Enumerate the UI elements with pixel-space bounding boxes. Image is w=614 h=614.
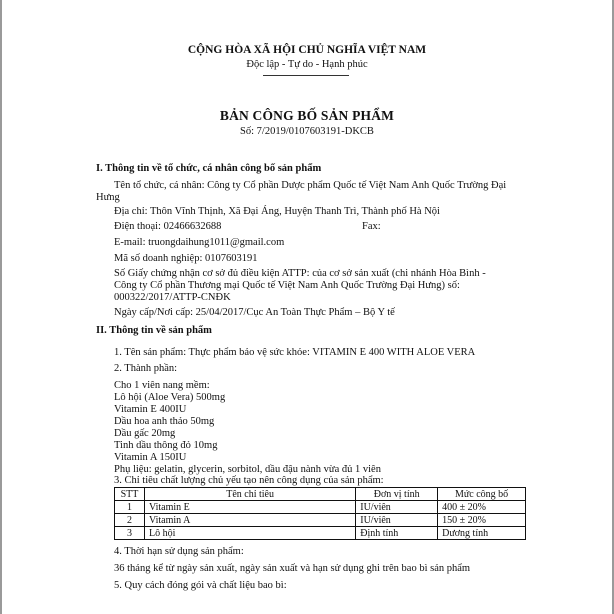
column-header-level: Mức công bố xyxy=(438,488,526,501)
quality-table xyxy=(114,487,526,540)
certificate-line3: 000322/2017/ATTP-CNĐK xyxy=(114,292,231,303)
cell-unit: Định tính xyxy=(356,527,438,540)
national-title: CỘNG HÒA XÃ HỘI CHỦ NGHĨA VIỆT NAM xyxy=(187,44,427,56)
table-row xyxy=(115,514,526,527)
column-header-unit: Đơn vị tính xyxy=(356,488,438,501)
ingredient-line: Vitamin A 150IU xyxy=(114,452,187,463)
quality-heading: 3. Chỉ tiêu chất lượng chủ yếu tạo nên công dụng của sản phẩm: xyxy=(114,475,384,486)
cell-name: Vitamin E xyxy=(144,501,355,514)
organization-address: Địa chỉ: Thôn Vĩnh Thịnh, Xã Đại Áng, Huyện Thanh Trì, Thành phố Hà Nội xyxy=(114,206,440,217)
shelf-life-heading: 4. Thời hạn sử dụng sản phẩm: xyxy=(114,546,244,557)
table-header-row xyxy=(115,488,526,501)
ingredients-heading: 2. Thành phần: xyxy=(114,363,178,374)
ingredient-line: Phụ liệu: gelatin, glycerin, sorbitol, dầu đậu nành vừa đủ 1 viên xyxy=(114,464,381,475)
cell-name: Vitamin A xyxy=(144,514,355,527)
column-header-name: Tên chỉ tiêu xyxy=(144,488,355,501)
cell-level: Dương tính xyxy=(438,527,526,540)
column-header-stt: STT xyxy=(115,488,145,501)
ingredient-line: Lô hội (Aloe Vera) 500mg xyxy=(114,392,226,403)
section-1-heading: I. Thông tin về tổ chức, cá nhân công bố sản phẩm xyxy=(96,163,322,174)
cell-unit: IU/viên xyxy=(356,501,438,514)
ingredient-line: Cho 1 viên nang mềm: xyxy=(114,380,210,391)
section-2-heading: II. Thông tin về sản phẩm xyxy=(96,325,212,336)
cell-stt: 1 xyxy=(115,501,145,514)
table-row xyxy=(115,501,526,514)
ingredient-line: Dầu gấc 20mg xyxy=(114,428,176,439)
organization-name-line1: Tên tổ chức, cá nhân: Công ty Cổ phần Dược phẩm Quốc tế Việt Nam Anh Quốc Trường Đại xyxy=(114,180,507,191)
product-name: 1. Tên sản phẩm: Thực phẩm bảo vệ sức khỏe: VITAMIN E 400 WITH ALOE VERA xyxy=(114,347,476,358)
ingredient-line: Tinh dầu thông đỏ 10mg xyxy=(114,440,218,451)
certificate-issue: Ngày cấp/Nơi cấp: 25/04/2017/Cục An Toàn Thực Phẩm – Bộ Y tế xyxy=(114,307,395,318)
cell-level: 150 ± 20% xyxy=(438,514,526,527)
document-number: Số: 7/2019/0107603191-DKCB xyxy=(240,126,374,137)
shelf-life-text: 36 tháng kể từ ngày sản xuất, ngày sản xuất và hạn sử dụng ghi trên bao bì sản phẩm xyxy=(114,563,471,574)
cell-stt: 3 xyxy=(115,527,145,540)
table-row xyxy=(115,527,526,540)
ingredient-line: Dầu hoa anh thảo 50mg xyxy=(114,416,215,427)
organization-name-line2: Hưng xyxy=(96,192,120,203)
cell-stt: 2 xyxy=(115,514,145,527)
ingredient-line: Vitamin E 400IU xyxy=(114,404,187,415)
organization-phone: Điện thoại: 02466632688 xyxy=(114,221,222,232)
certificate-line1: Số Giấy chứng nhận cơ sở đủ điều kiện ATTP: của cơ sở sản xuất (chi nhánh Hòa Bình - xyxy=(114,268,486,279)
national-motto: Độc lập - Tự do - Hạnh phúc xyxy=(246,59,368,70)
cell-unit: IU/viên xyxy=(356,514,438,527)
certificate-line2: Công ty Cổ phần Thương mại Quốc tế Việt Nam Anh Quốc Trường Đại Hưng) số: xyxy=(114,280,460,291)
cell-name: Lô hội xyxy=(144,527,355,540)
organization-tax-code: Mã số doanh nghiệp: 0107603191 xyxy=(114,253,258,264)
packaging-heading: 5. Quy cách đóng gói và chất liệu bao bì: xyxy=(114,580,287,591)
document-title: BẢN CÔNG BỐ SẢN PHẨM xyxy=(219,108,395,123)
motto-underline xyxy=(263,75,349,76)
organization-fax: Fax: xyxy=(362,221,381,232)
cell-level: 400 ± 20% xyxy=(438,501,526,514)
organization-email: E-mail: truongdaihung1011@gmail.com xyxy=(114,237,285,248)
